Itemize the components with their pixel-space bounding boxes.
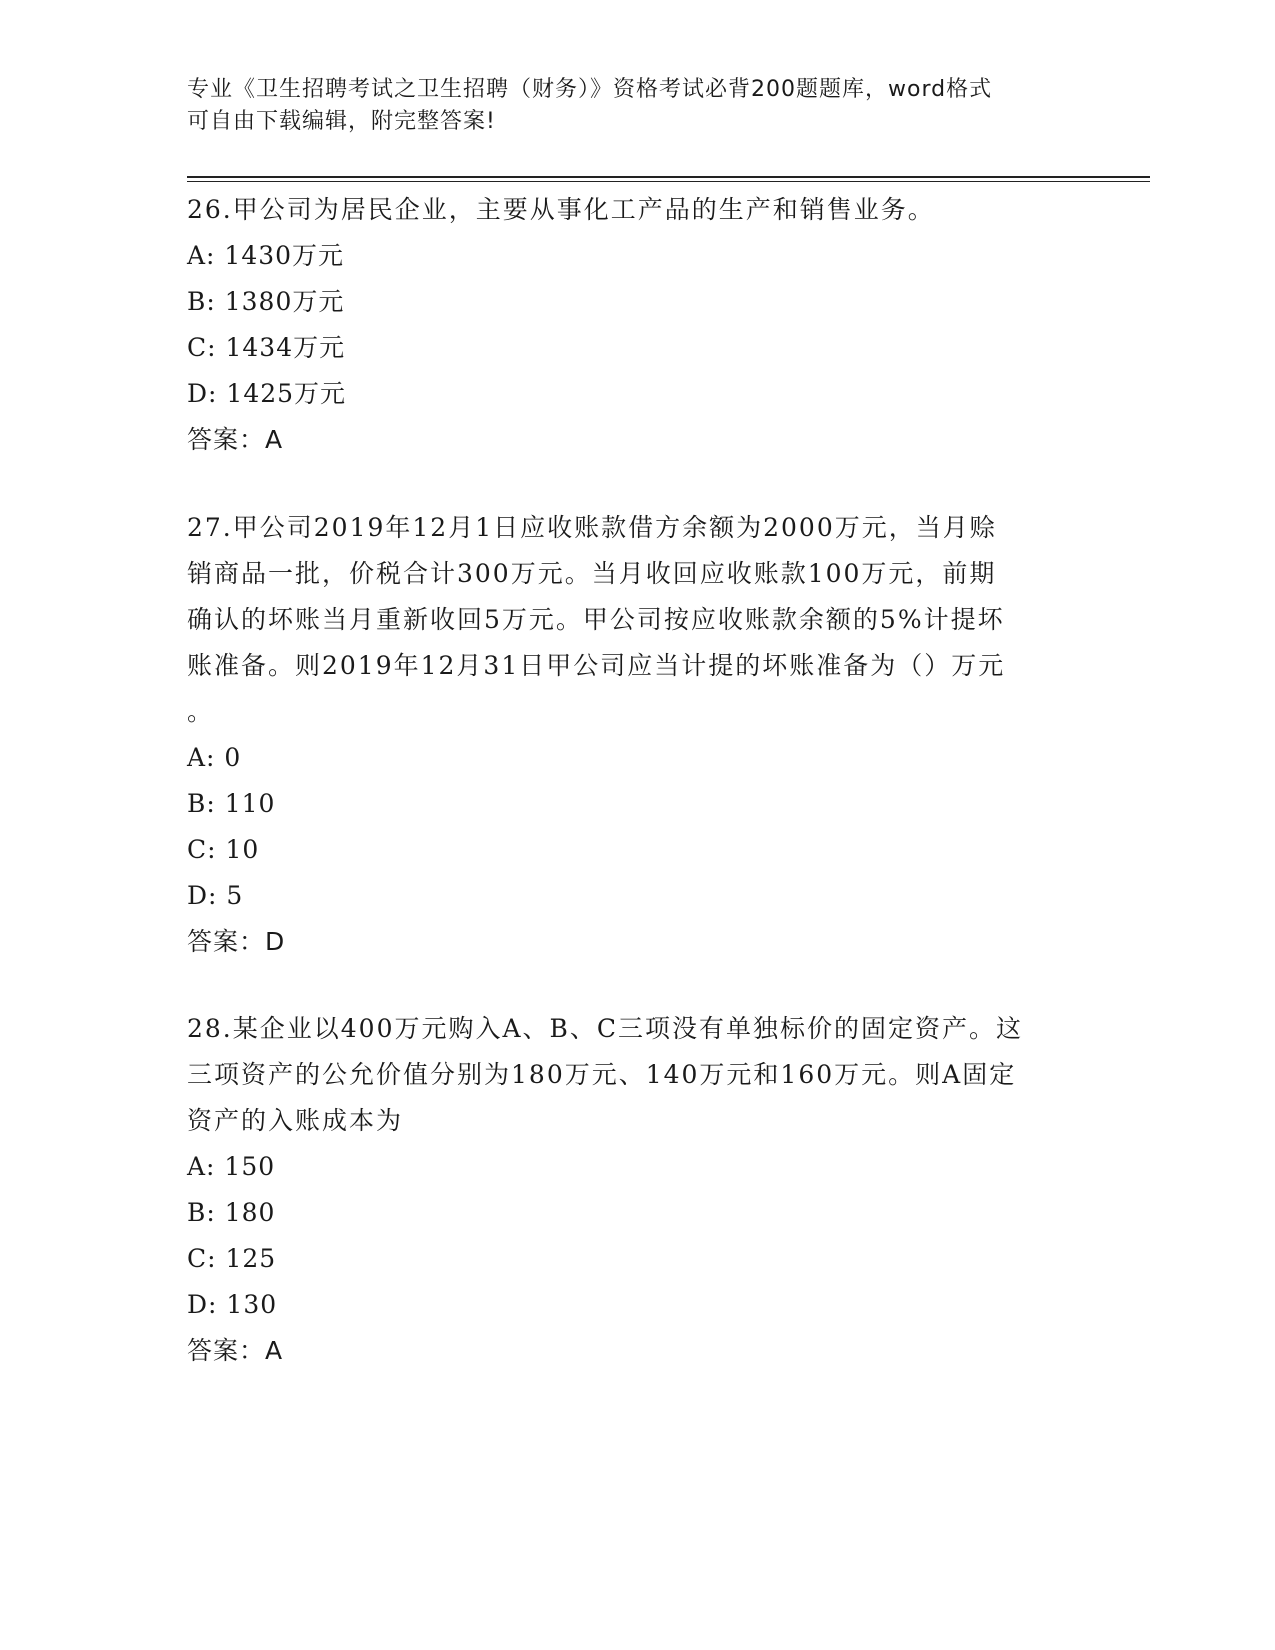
document-header (187, 74, 1067, 138)
option-d: D: 1425万元 (187, 379, 347, 408)
option-a: A: 150 (187, 1152, 276, 1181)
question-text-line: 确认的坏账当月重新收回5万元。甲公司按应收账款余额的5%计提坏 (187, 605, 1005, 634)
header-rule-thin (187, 181, 1150, 182)
question-text-line: 资产的入账成本为 (187, 1106, 404, 1135)
header-line-1: 专业《卫生招聘考试之卫生招聘（财务）》资格考试必背200题题库，word格式 (187, 77, 993, 102)
answer-line: 答案：A (187, 425, 284, 454)
option-c: C: 1434万元 (187, 333, 346, 362)
question-text-line: 账准备。则2019年12月31日甲公司应当计提的坏账准备为（）万元 (187, 651, 1006, 680)
option-d: D: 5 (187, 881, 244, 910)
header-rule-thick (187, 176, 1150, 178)
question-text-line: 28.某企业以400万元购入A、B、C三项没有单独标价的固定资产。这 (187, 1014, 1024, 1043)
option-b: B: 110 (187, 789, 276, 818)
question-27 (187, 505, 1087, 965)
option-d: D: 130 (187, 1290, 278, 1319)
answer-line: 答案：A (187, 1336, 284, 1365)
option-a: A: 0 (187, 743, 242, 772)
option-b: B: 180 (187, 1198, 276, 1227)
question-26 (187, 187, 1087, 463)
question-28 (187, 1006, 1087, 1374)
question-text-line: 。 (187, 697, 215, 726)
question-text-line: 销商品一批，价税合计300万元。当月收回应收账款100万元，前期 (187, 559, 997, 588)
answer-line: 答案：D (187, 927, 286, 956)
option-c: C: 125 (187, 1244, 277, 1273)
option-a: A: 1430万元 (187, 241, 345, 270)
question-text-line: 26.甲公司为居民企业，主要从事化工产品的生产和销售业务。 (187, 195, 935, 224)
header-line-2: 可自由下载编辑，附完整答案! (187, 109, 496, 134)
option-c: C: 10 (187, 835, 260, 864)
option-b: B: 1380万元 (187, 287, 345, 316)
question-text-line: 三项资产的公允价值分别为180万元、140万元和160万元。则A固定 (187, 1060, 1017, 1089)
question-text-line: 27.甲公司2019年12月1日应收账款借方余额为2000万元，当月赊 (187, 513, 997, 542)
